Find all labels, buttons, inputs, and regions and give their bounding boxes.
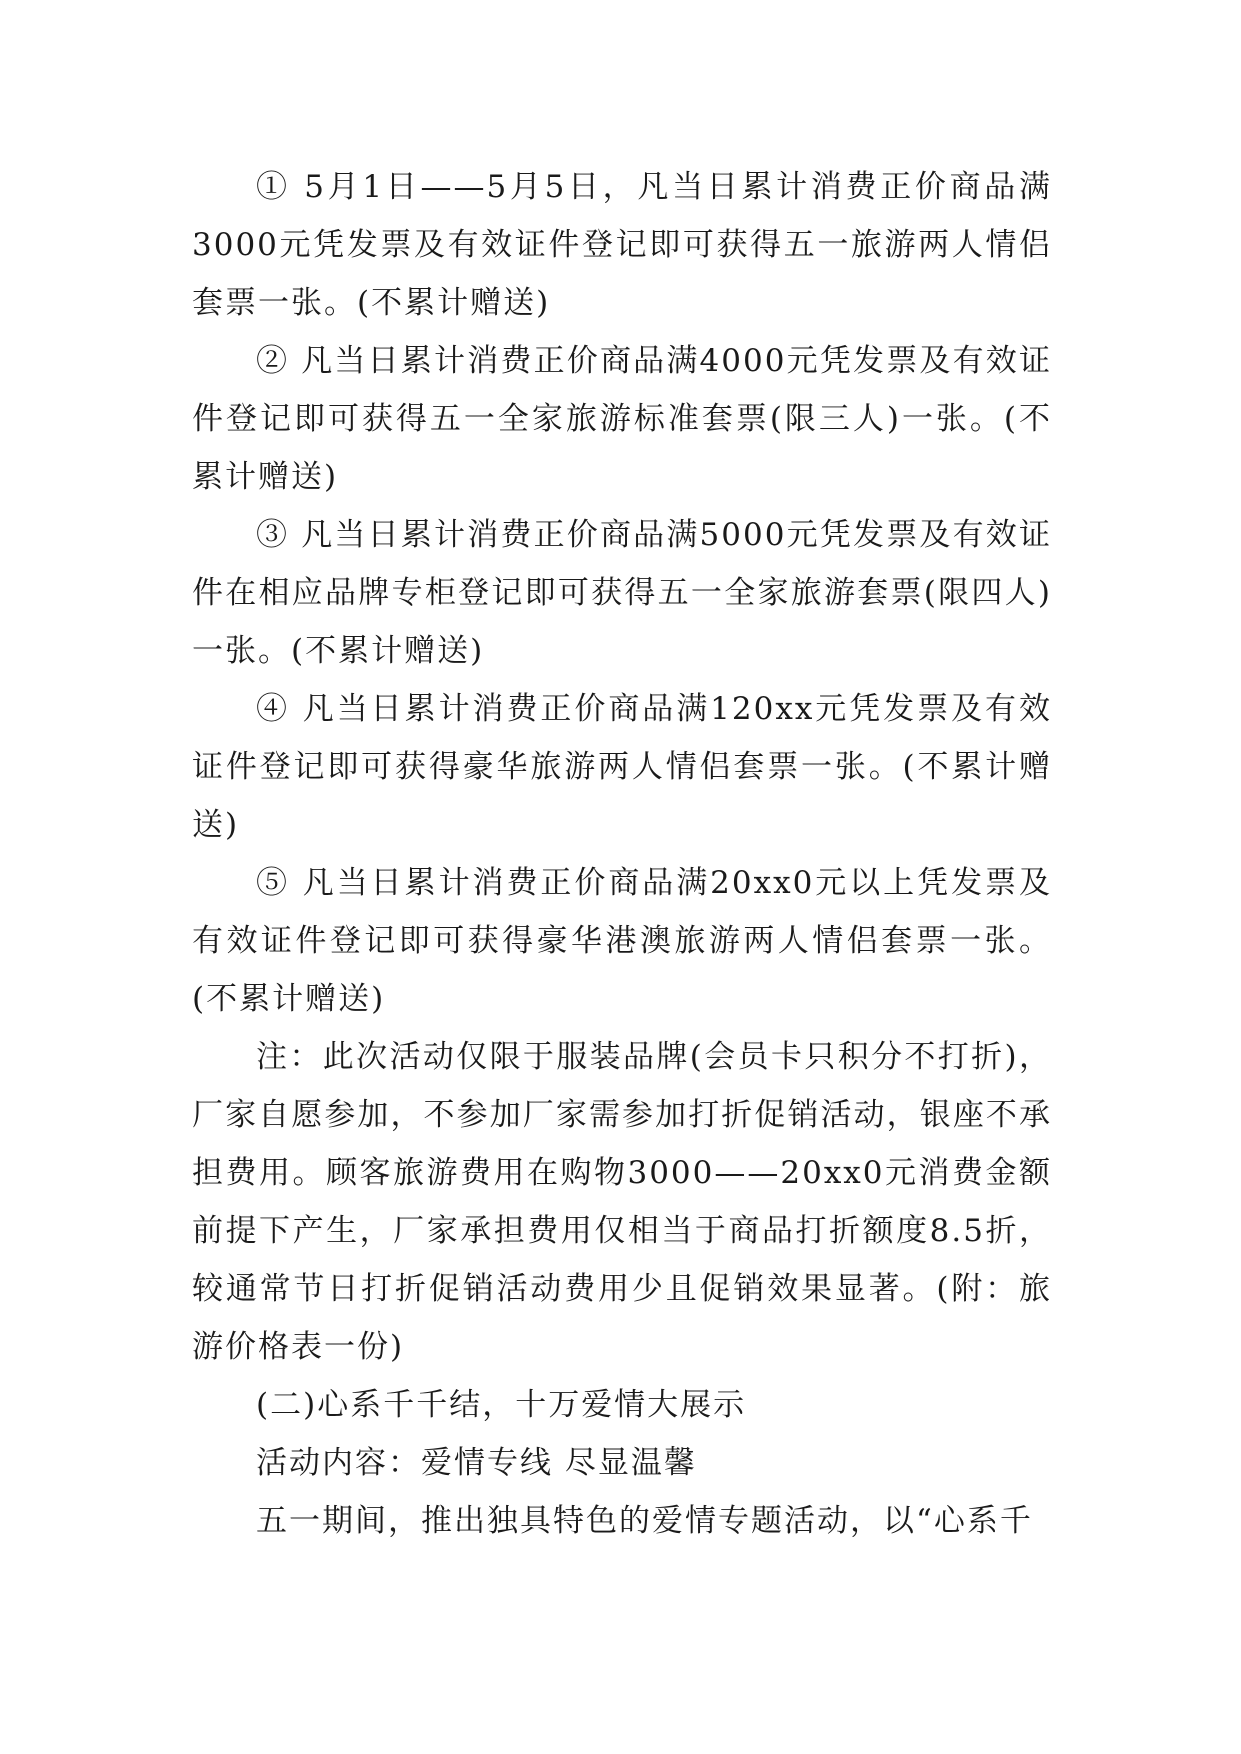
paragraph-activity-description: 五一期间，推出独具特色的爱情专题活动，以“心系千 bbox=[256, 1503, 1033, 1539]
section-heading: (二)心系千千结，十万爱情大展示 bbox=[256, 1387, 747, 1423]
document-body bbox=[192, 158, 1052, 1550]
paragraph-note: 注：此次活动仅限于服装品牌(会员卡只积分不打折)，厂家自愿参加，不参加厂家需参加打折促销活动，银座不承担费用。顾客旅游费用在购物3000——20xx0元消费金额前提下产生，厂家承担费用仅相当于商品打折额度8.5折，较通常节日打折促销活动费用少且促销效果显著。(附：旅游价格表一份) bbox=[192, 1039, 1052, 1365]
paragraph-activity-content: 活动内容：爱情专线 尽显温馨 bbox=[256, 1445, 697, 1481]
paragraph-offer-2: ② 凡当日累计消费正价商品满4000元凭发票及有效证件登记即可获得五一全家旅游标准套票(限三人)一张。(不累计赠送) bbox=[192, 343, 1052, 495]
paragraph-offer-3: ③ 凡当日累计消费正价商品满5000元凭发票及有效证件在相应品牌专柜登记即可获得五一全家旅游套票(限四人)一张。(不累计赠送) bbox=[192, 517, 1052, 669]
paragraph-offer-1: ① 5月1日——5月5日，凡当日累计消费正价商品满3000元凭发票及有效证件登记即可获得五一旅游两人情侣套票一张。(不累计赠送) bbox=[192, 169, 1052, 321]
paragraph-offer-4: ④ 凡当日累计消费正价商品满120xx元凭发票及有效证件登记即可获得豪华旅游两人情侣套票一张。(不累计赠送) bbox=[192, 691, 1052, 843]
paragraph-offer-5: ⑤ 凡当日累计消费正价商品满20xx0元以上凭发票及有效证件登记即可获得豪华港澳旅游两人情侣套票一张。(不累计赠送) bbox=[192, 865, 1052, 1017]
